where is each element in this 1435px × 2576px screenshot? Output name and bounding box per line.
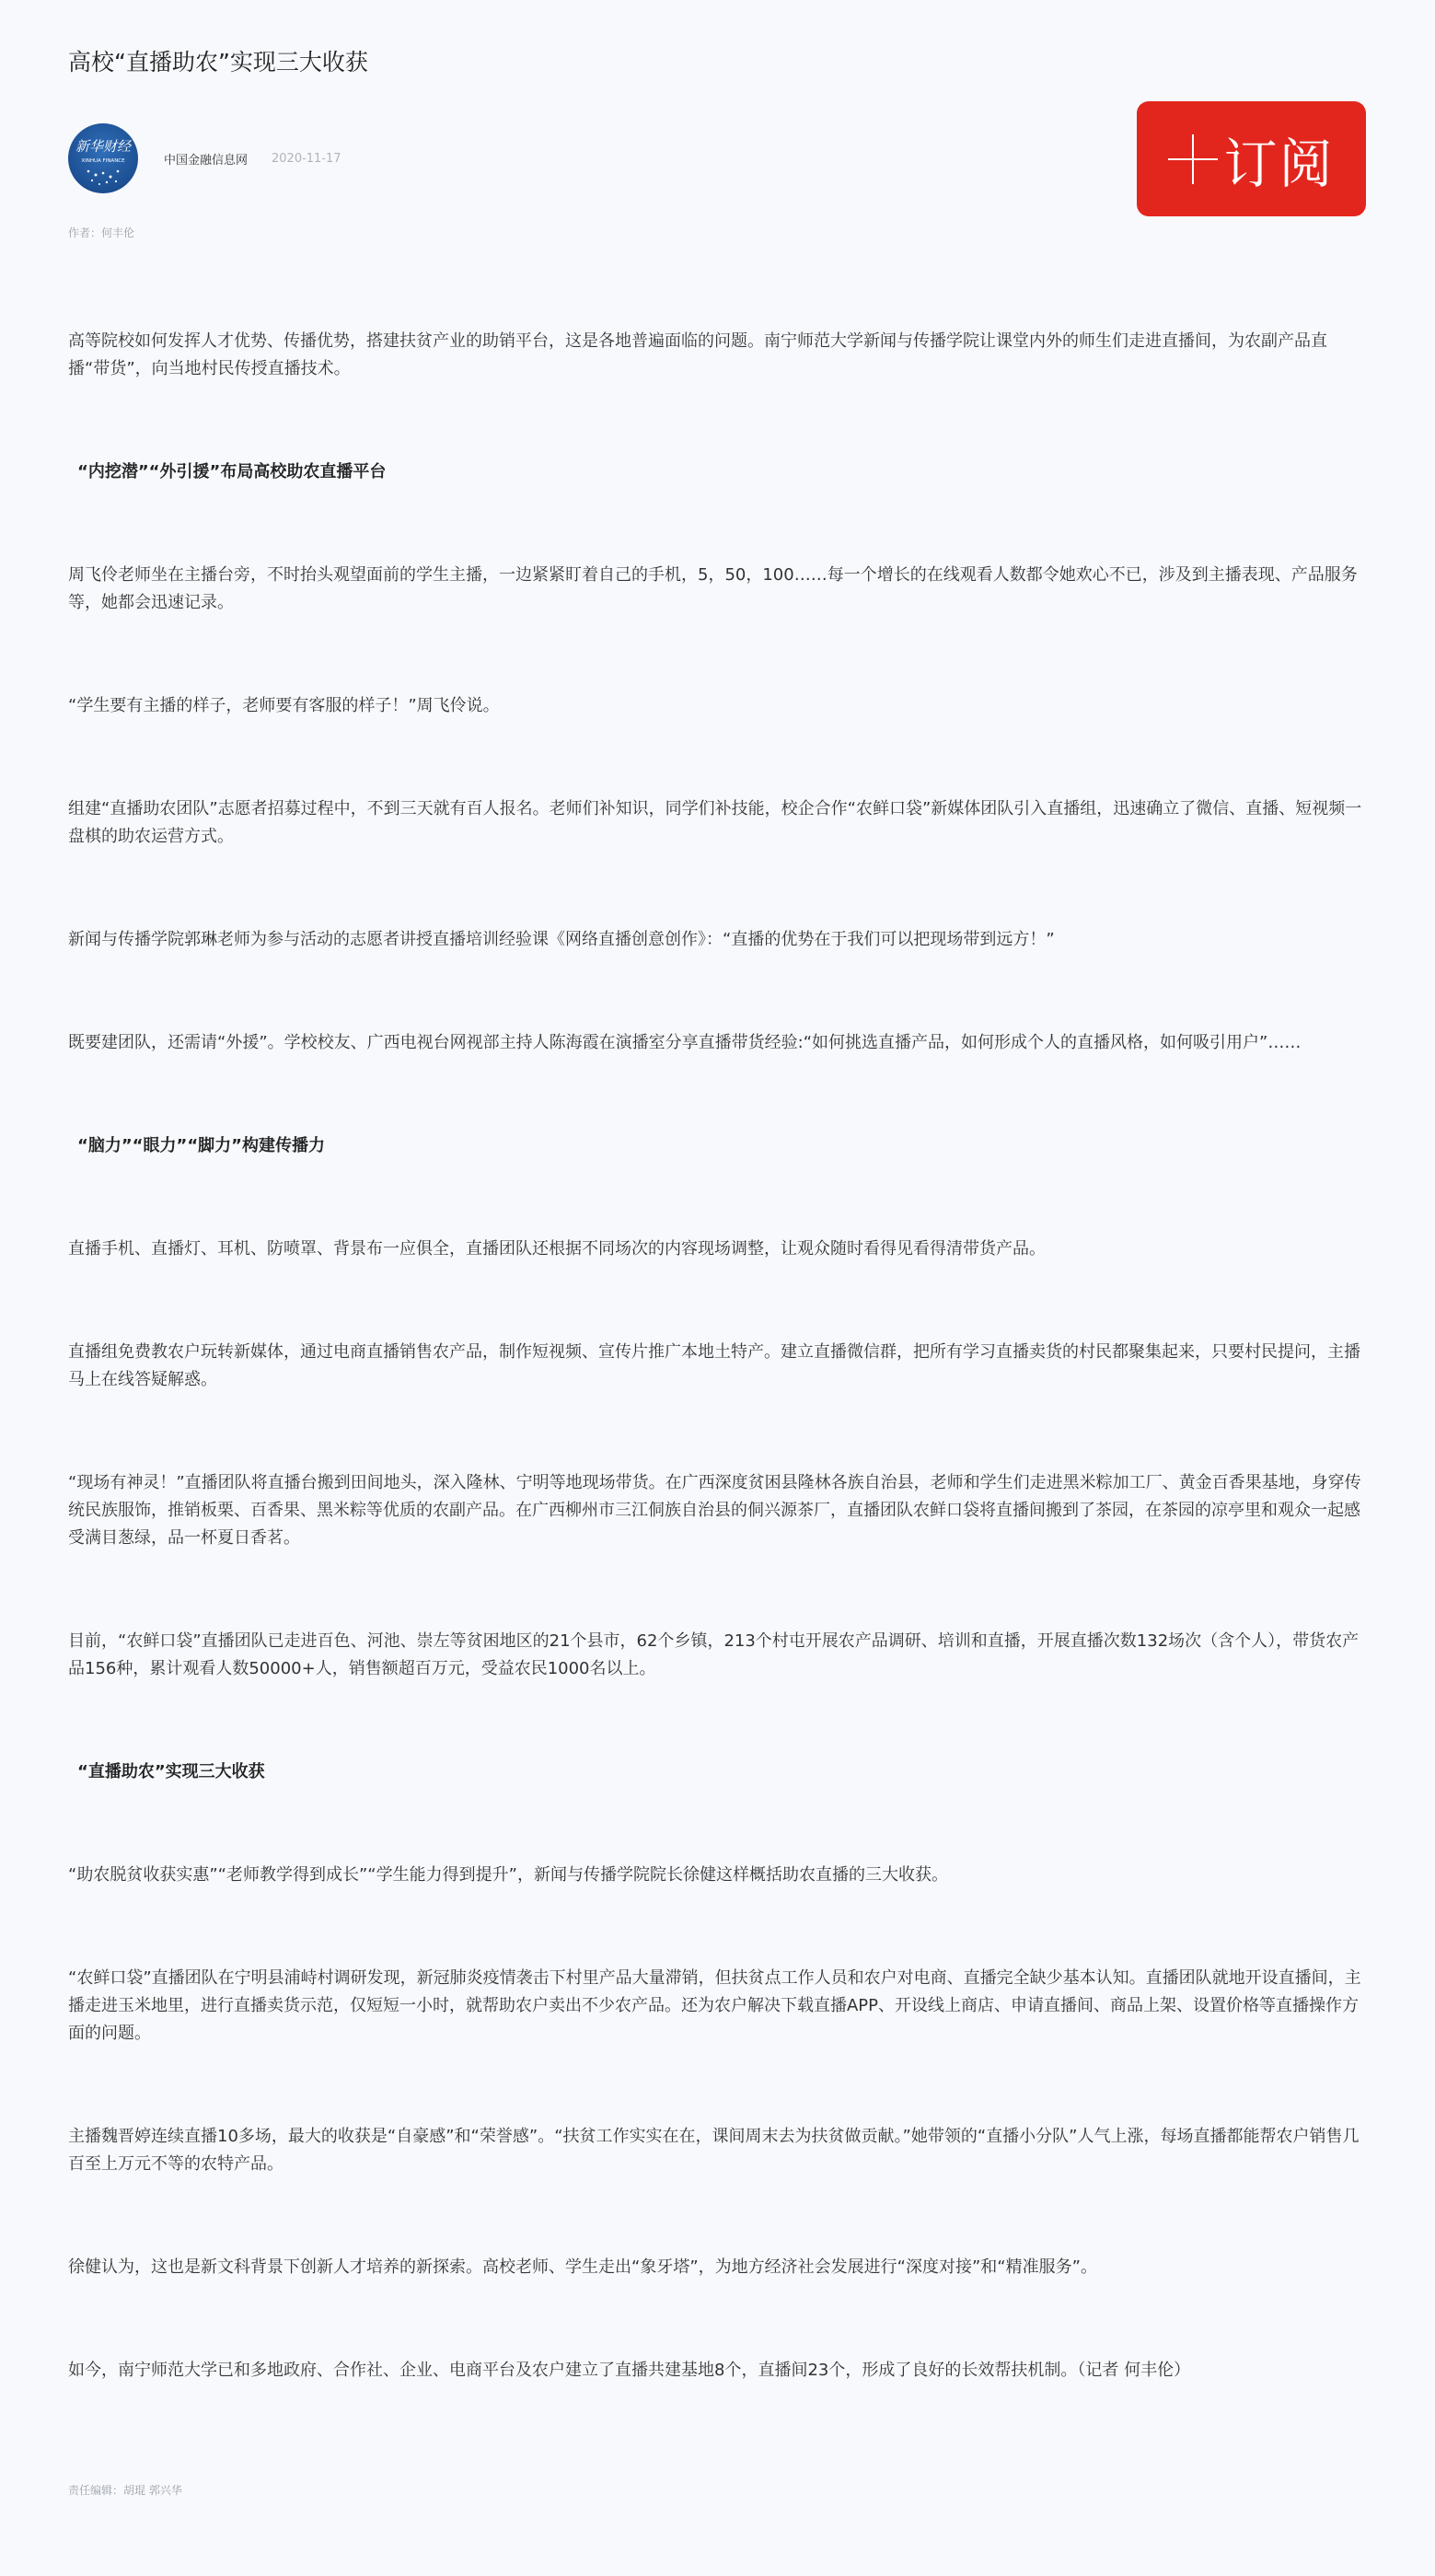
xinhua-finance-logo [68, 123, 138, 193]
article-source[interactable]: 中国金融信息网 [164, 153, 249, 168]
paragraph: 周飞伶老师坐在主播台旁，不时抬头观望面前的学生主播，一边紧紧盯着自己的手机，5，50，100……每一个增长的在线观看人数都令她欢心不已，涉及到主播表现、产品服务等，她都会迅速记录。 [68, 565, 1358, 612]
article-author: 作者：何丰伦 [68, 226, 135, 239]
paragraph: 直播组免费教农户玩转新媒体，通过电商直播销售农产品，制作短视频、宣传片推广本地土特产。建立直播微信群，把所有学习直播卖货的村民都聚集起来，只要村民提问，主播马上在线答疑解惑。 [68, 1342, 1360, 1389]
responsible-editor: 责任编辑：胡琨 郭兴华 [68, 2484, 182, 2497]
svg-text:XINHUA FINANCE: XINHUA FINANCE [81, 158, 125, 164]
paragraph: 高等院校如何发挥人才优势、传播优势，搭建扶贫产业的助销平台，这是各地普遍面临的问题。南宁师范大学新闻与传播学院让课堂内外的师生们走进直播间，为农副产品直播“带货”，向当地村民传授直播技术。 [68, 331, 1327, 378]
section-heading: “脑力”“眼力”“脚力”构建传播力 [77, 1136, 325, 1155]
paragraph: “助农脱贫收获实惠”“老师教学得到成长”“学生能力得到提升”，新闻与传播学院院长徐健这样概括助农直播的三大收获。 [68, 1865, 948, 1885]
subscribe-button[interactable] [1137, 101, 1366, 216]
paragraph: 组建“直播助农团队”志愿者招募过程中，不到三天就有百人报名。老师们补知识，同学们补技能，校企合作“农鲜口袋”新媒体团队引入直播组，迅速确立了微信、直播、短视频一盘棋的助农运营方式。 [68, 799, 1362, 846]
article-date: 2020-11-17 [272, 151, 341, 166]
subscribe-label: 订阅 [1223, 132, 1335, 195]
article-title: 高校“直播助农”实现三大收获 [68, 49, 368, 75]
svg-text:新华财经: 新华财经 [75, 138, 132, 155]
article-meta [68, 123, 341, 193]
article-body [68, 328, 1366, 2385]
section-heading: “直播助农”实现三大收获 [77, 1762, 265, 1781]
paragraph: 徐健认为，这也是新文科背景下创新人才培养的新探索。高校老师、学生走出“象牙塔”，为地方经济社会发展进行“深度对接”和“精准服务”。 [68, 2257, 1097, 2277]
paragraph: 主播魏晋婷连续直播10多场，最大的收获是“自豪感”和“荣誉感”。“扶贫工作实实在在，课间周末去为扶贫做贡献。”她带领的“直播小分队”人气上涨，每场直播都能帮农户销售几百至上万元不等的农特产品。 [68, 2127, 1360, 2174]
paragraph: 新闻与传播学院郭琳老师为参与活动的志愿者讲授直播培训经验课《网络直播创意创作》：“直播的优势在于我们可以把现场带到远方！” [68, 930, 1055, 949]
paragraph: 既要建团队，还需请“外援”。学校校友、广西电视台网视部主持人陈海霞在演播室分享直播带货经验:“如何挑选直播产品，如何形成个人的直播风格，如何吸引用户”…… [68, 1033, 1302, 1052]
paragraph: “农鲜口袋”直播团队在宁明县浦峙村调研发现，新冠肺炎疫情袭击下村里产品大量滞销，但扶贫点工作人员和农户对电商、直播完全缺少基本认知。直播团队就地开设直播间，主播走进玉米地里，进行直播卖货示范，仅短短一小时，就帮助农户卖出不少农产品。还为农户解决下载直播APP、开设线上商店、申请直播间、商品上架、设置价格等直播操作方面的问题。 [68, 1968, 1361, 2043]
paragraph: “学生要有主播的样子，老师要有客服的样子！”周飞伶说。 [68, 696, 500, 715]
paragraph: 如今，南宁师范大学已和多地政府、合作社、企业、电商平台及农户建立了直播共建基地8个，直播间23个，形成了良好的长效帮扶机制。（记者 何丰伦） [68, 2361, 1191, 2380]
paragraph: 目前，“农鲜口袋”直播团队已走进百色、河池、崇左等贫困地区的21个县市，62个乡镇，213个村屯开展农产品调研、培训和直播，开展直播次数132场次（含个人），带货农产品156种，累计观看人数50000+人，销售额超百万元，受益农民1000名以上。 [68, 1631, 1360, 1678]
paragraph: 直播手机、直播灯、耳机、防喷罩、背景布一应俱全，直播团队还根据不同场次的内容现场调整，让观众随时看得见看得清带货产品。 [68, 1239, 1046, 1259]
plus-icon [1168, 134, 1218, 184]
paragraph: “现场有神灵！”直播团队将直播台搬到田间地头，深入隆林、宁明等地现场带货。在广西深度贫困县隆林各族自治县，老师和学生们走进黑米粽加工厂、黄金百香果基地，身穿传统民族服饰，推销板栗、百香果、黑米粽等优质的农副产品。在广西柳州市三江侗族自治县的侗兴源茶厂，直播团队农鲜口袋将直播间搬到了茶园，在茶园的凉亭里和观众一起感受满目葱绿，品一杯夏日香茗。 [68, 1473, 1361, 1548]
section-heading: “内挖潜”“外引援”布局高校助农直播平台 [77, 462, 387, 482]
